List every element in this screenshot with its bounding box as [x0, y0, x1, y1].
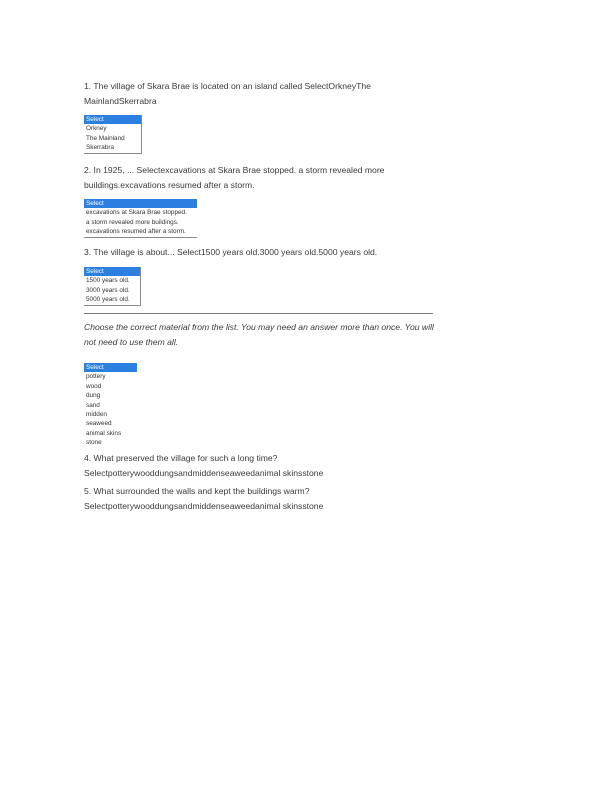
list-option[interactable]: wood: [86, 382, 102, 390]
age-select-listbox[interactable]: [84, 267, 141, 306]
question-4-text: 4. What preserved the village for such a long time?: [84, 453, 278, 463]
list-option[interactable]: seaweed: [86, 420, 112, 428]
list-option[interactable]: Select: [84, 115, 141, 124]
list-option[interactable]: sand: [86, 401, 100, 409]
section-divider: [84, 313, 433, 314]
question-1-text: 1. The village of Skara Brae is located on an island called SelectOrkneyThe MainlandSkerrabra: [84, 81, 371, 106]
instructions-text: Choose the correct material from the list. You may need an answer more than once. You will not need to use them all.: [84, 322, 434, 347]
list-option[interactable]: 5000 years old.: [86, 296, 130, 304]
list-option[interactable]: pottery: [86, 373, 106, 381]
list-option[interactable]: excavations resumed after a storm.: [86, 228, 186, 236]
question-3-text: 3. The village is about... Select1500 years old.3000 years old.5000 years old.: [84, 247, 378, 257]
material-select-listbox[interactable]: [84, 363, 137, 448]
list-option[interactable]: Orkney: [86, 125, 107, 133]
island-select-listbox[interactable]: [84, 115, 142, 154]
list-option[interactable]: Select: [84, 199, 197, 208]
list-option[interactable]: Select: [84, 267, 140, 276]
question-5-text: 5. What surrounded the walls and kept the buildings warm?: [84, 486, 310, 496]
event-select-listbox[interactable]: [84, 199, 197, 238]
list-option[interactable]: dung: [86, 392, 101, 400]
question-2-text: 2. In 1925, ... Selectexcavations at Skara Brae stopped. a storm revealed more buildings.excavations resumed after a storm.: [84, 165, 385, 190]
list-option[interactable]: 3000 years old.: [86, 286, 130, 294]
list-option[interactable]: The Mainland: [86, 134, 125, 142]
list-option[interactable]: Select: [84, 363, 137, 372]
list-option[interactable]: excavations at Skara Brae stopped.: [86, 209, 187, 217]
list-option[interactable]: a storm revealed more buildings.: [86, 218, 179, 226]
list-option[interactable]: Skerrabra: [86, 144, 115, 152]
list-option[interactable]: midden: [86, 411, 107, 419]
question-5-answer-select[interactable]: Selectpotterywooddungsandmiddenseaweedanimal skinsstone: [84, 501, 324, 511]
list-option[interactable]: stone: [86, 439, 102, 447]
question-4-answer-select[interactable]: Selectpotterywooddungsandmiddenseaweedanimal skinsstone: [84, 468, 324, 478]
list-option[interactable]: animal skins: [86, 429, 122, 437]
list-option[interactable]: 1500 years old.: [86, 277, 130, 285]
